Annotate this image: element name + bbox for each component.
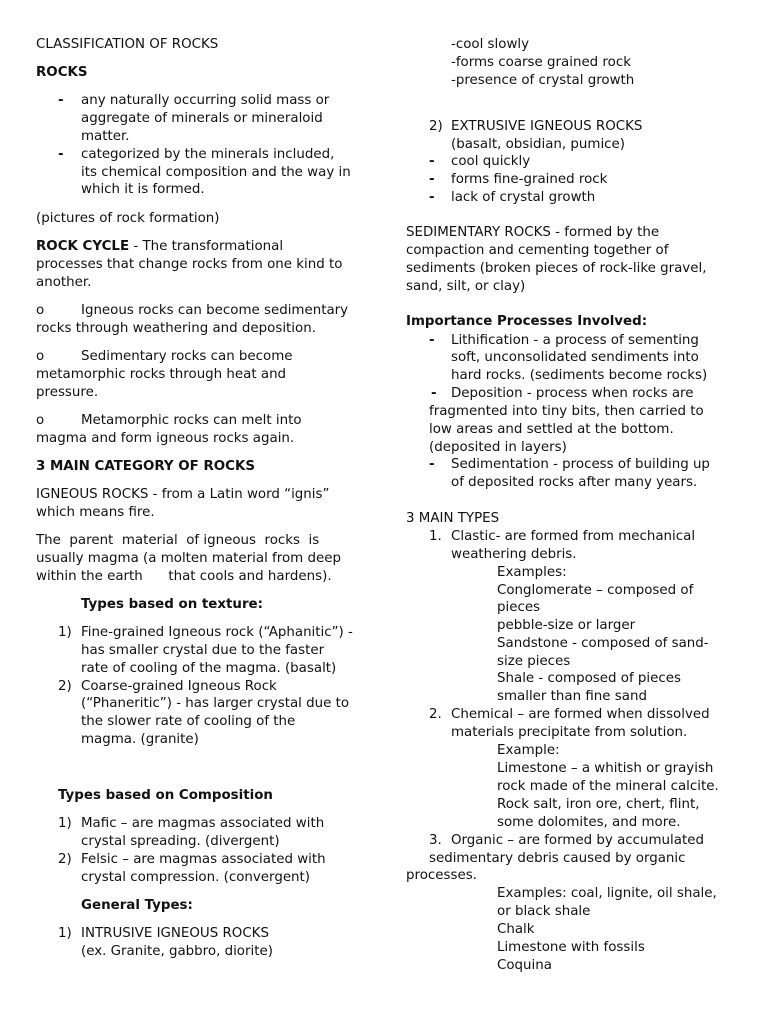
- cycle-text: rocks through weathering and deposition.: [36, 321, 316, 336]
- processes-heading: Importance Processes Involved:: [406, 314, 648, 329]
- rocks-definition-line: any naturally occurring solid mass or: [81, 93, 330, 108]
- rock-cycle-definition: - The transformational: [129, 239, 284, 254]
- example-line: Limestone with fossils: [497, 940, 645, 955]
- example-line: Coquina: [497, 958, 552, 973]
- lithification-text: hard rocks. (sediments become rocks): [451, 368, 708, 383]
- example-line: Conglomerate – composed of: [497, 583, 694, 598]
- example-line: pieces: [497, 600, 541, 615]
- extrusive-trait: forms fine-grained rock: [451, 172, 608, 187]
- rocks-categorized-line: categorized by the minerals included,: [81, 147, 335, 162]
- sedimentary-line: sand, silt, or clay): [406, 279, 526, 294]
- composition-text: crystal spreading. (divergent): [81, 834, 280, 849]
- example-line: some dolomites, and more.: [497, 815, 681, 830]
- example-line: smaller than fine sand: [497, 689, 647, 704]
- example-line: size pieces: [497, 654, 571, 669]
- intrusive-trait: -presence of crystal growth: [451, 73, 635, 88]
- list-number: 1): [58, 625, 72, 640]
- sedimentary-line: compaction and cementing together of: [406, 243, 669, 258]
- bullet-marker: -: [429, 172, 435, 187]
- example-line: Examples: coal, lignite, oil shale,: [497, 886, 717, 901]
- chemical-text: materials precipitate from solution.: [451, 725, 688, 740]
- parent-material-line: The parent material of igneous rocks is: [36, 533, 320, 548]
- cycle-text: metamorphic rocks through heat and: [36, 367, 287, 382]
- sedimentation-text: Sedimentation - process of building up: [451, 457, 710, 472]
- cycle-text: Sedimentary rocks can become: [81, 349, 293, 364]
- organic-text: processes.: [406, 868, 477, 883]
- texture-text: rate of cooling of the magma. (basalt): [81, 661, 337, 676]
- sedimentation-text: of deposited rocks after many years.: [451, 475, 698, 490]
- example-line: Sandstone - composed of sand-: [497, 636, 709, 651]
- sedimentary-line: sediments (broken pieces of rock-like gravel,: [406, 261, 707, 276]
- rock-cycle-term: ROCK CYCLE: [36, 239, 130, 254]
- general-text: (ex. Granite, gabbro, diorite): [81, 944, 273, 959]
- texture-text: magma. (granite): [81, 732, 199, 747]
- parent-material-line: within the earth that cools and hardens).: [36, 569, 332, 584]
- texture-text: has smaller crystal due to the faster: [81, 643, 325, 658]
- composition-text: Mafic – are magmas associated with: [81, 816, 325, 831]
- example-line: Chalk: [497, 922, 535, 937]
- list-number: 1): [58, 816, 72, 831]
- list-number: 2): [58, 852, 72, 867]
- igneous-intro-line: which means fire.: [36, 505, 155, 520]
- clastic-text: Clastic- are formed from mechanical: [451, 529, 696, 544]
- chemical-text: Chemical – are formed when dissolved: [451, 707, 710, 722]
- list-number: 2.: [429, 707, 442, 722]
- bullet-marker: -: [429, 333, 435, 348]
- example-line: Examples:: [497, 565, 567, 580]
- deposition-text: low areas and settled at the bottom.: [429, 422, 674, 437]
- igneous-intro-line: IGNEOUS ROCKS - from a Latin word “ignis”: [36, 487, 330, 502]
- list-number: 2): [429, 119, 443, 134]
- general-types-heading: General Types:: [81, 898, 193, 913]
- deposition-text: Deposition - process when rocks are: [451, 386, 694, 401]
- extrusive-text: (basalt, obsidian, pumice): [451, 137, 625, 152]
- cycle-marker: o: [36, 303, 45, 318]
- intrusive-trait: -cool slowly: [451, 37, 530, 52]
- cycle-marker: o: [36, 413, 45, 428]
- parent-material-line: usually magma (a molten material from deep: [36, 551, 341, 566]
- cycle-marker: o: [36, 349, 45, 364]
- extrusive-text: EXTRUSIVE IGNEOUS ROCKS: [451, 119, 643, 134]
- organic-text: Organic – are formed by accumulated: [451, 833, 704, 848]
- sedimentary-line: SEDIMENTARY ROCKS - formed by the: [406, 225, 660, 240]
- example-line: Shale - composed of pieces: [497, 671, 681, 686]
- extrusive-trait: lack of crystal growth: [451, 190, 596, 205]
- lithification-text: Lithification - a process of sementing: [451, 333, 699, 348]
- bullet-marker: -: [429, 457, 435, 472]
- cycle-text: Metamorphic rocks can melt into: [81, 413, 302, 428]
- extrusive-trait: cool quickly: [451, 154, 531, 169]
- example-line: Limestone – a whitish or grayish: [497, 761, 714, 776]
- document-title: CLASSIFICATION OF ROCKS: [36, 37, 219, 52]
- cycle-text: magma and form igneous rocks again.: [36, 431, 295, 446]
- texture-text: the slower rate of cooling of the: [81, 714, 296, 729]
- cycle-text: pressure.: [36, 385, 99, 400]
- list-number: 1.: [429, 529, 442, 544]
- intrusive-trait: -forms coarse grained rock: [451, 55, 631, 70]
- organic-text: sedimentary debris caused by organic: [429, 851, 686, 866]
- main-category-heading: 3 MAIN CATEGORY OF ROCKS: [36, 459, 255, 474]
- example-line: rock made of the mineral calcite.: [497, 779, 719, 794]
- texture-text: Fine-grained Igneous rock (“Aphanitic”) -: [81, 625, 353, 640]
- bullet-marker: -: [431, 386, 437, 401]
- composition-text: Felsic – are magmas associated with: [81, 852, 326, 867]
- list-number: 2): [58, 679, 72, 694]
- example-line: Rock salt, iron ore, chert, flint,: [497, 797, 700, 812]
- texture-text: (“Phaneritic”) - has larger crystal due to: [81, 696, 350, 711]
- texture-heading: Types based on texture:: [81, 597, 263, 612]
- rocks-categorized-line: which it is formed.: [81, 182, 205, 197]
- bullet-marker: -: [429, 154, 435, 169]
- bullet-marker: -: [58, 147, 64, 162]
- example-line: or black shale: [497, 904, 591, 919]
- clastic-text: weathering debris.: [451, 547, 577, 562]
- list-number: 1): [58, 926, 72, 941]
- composition-heading: Types based on Composition: [58, 788, 273, 803]
- example-line: pebble-size or larger: [497, 618, 636, 633]
- general-text: INTRUSIVE IGNEOUS ROCKS: [81, 926, 269, 941]
- rocks-heading: ROCKS: [36, 65, 88, 80]
- list-number: 3.: [429, 833, 442, 848]
- main-types-heading: 3 MAIN TYPES: [406, 511, 500, 526]
- bullet-marker: -: [429, 190, 435, 205]
- deposition-text: fragmented into tiny bits, then carried to: [429, 404, 704, 419]
- pictures-note: (pictures of rock formation): [36, 211, 220, 226]
- rocks-definition-line: aggregate of minerals or mineraloid: [81, 111, 323, 126]
- composition-text: crystal compression. (convergent): [81, 870, 311, 885]
- bullet-marker: -: [58, 93, 64, 108]
- example-line: Example:: [497, 743, 560, 758]
- rock-cycle-line: processes that change rocks from one kind to: [36, 257, 343, 272]
- rocks-definition-line: matter.: [81, 129, 130, 144]
- cycle-text: Igneous rocks can become sedimentary: [81, 303, 349, 318]
- rocks-categorized-line: its chemical composition and the way in: [81, 165, 351, 180]
- rock-cycle-line: another.: [36, 275, 92, 290]
- lithification-text: soft, unconsolidated sendiments into: [451, 350, 699, 365]
- deposition-text: (deposited in layers): [429, 440, 567, 455]
- texture-text: Coarse-grained Igneous Rock: [81, 679, 277, 694]
- rock-cycle-first-line: [36, 238, 283, 256]
